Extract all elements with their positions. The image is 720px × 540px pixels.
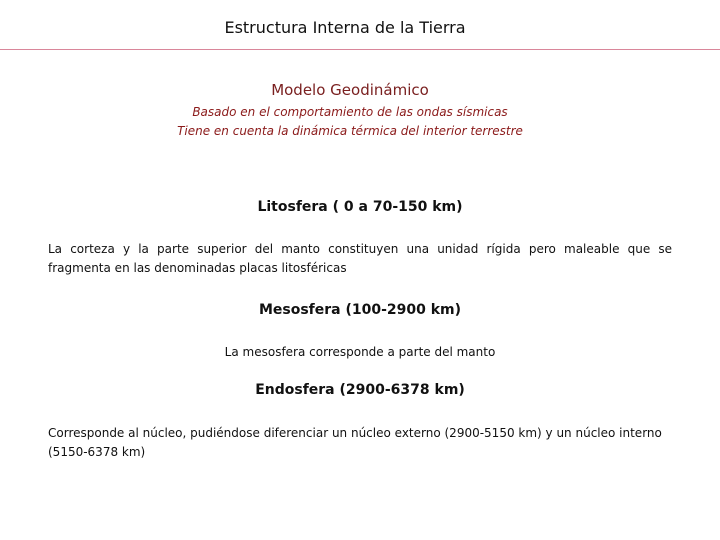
endosfera-text: Corresponde al núcleo, pudiéndose diferenciar un núcleo externo (2900-5150 km) y un núcleo interno (5150-6378 km) xyxy=(48,426,662,459)
subtitle: Modelo Geodinámico xyxy=(271,81,429,99)
endosfera-heading: Endosfera (2900-6378 km) xyxy=(255,382,465,398)
title-divider xyxy=(0,49,720,50)
litosfera-heading: Litosfera ( 0 a 70-150 km) xyxy=(257,199,463,215)
slide-title: Estructura Interna de la Tierra xyxy=(224,18,466,37)
mesosfera-text: La mesosfera corresponde a parte del manto xyxy=(224,345,496,359)
dynamics-line: Tiene en cuenta la dinámica térmica del interior terrestre xyxy=(177,124,523,138)
basis-line: Basado en el comportamiento de las ondas sísmicas xyxy=(192,105,508,119)
litosfera-text: La corteza y la parte superior del manto constituyen una unidad rígida pero maleable que se fragmenta en las denominadas placas litosféricas xyxy=(48,242,672,275)
mesosfera-heading: Mesosfera (100-2900 km) xyxy=(258,302,462,318)
